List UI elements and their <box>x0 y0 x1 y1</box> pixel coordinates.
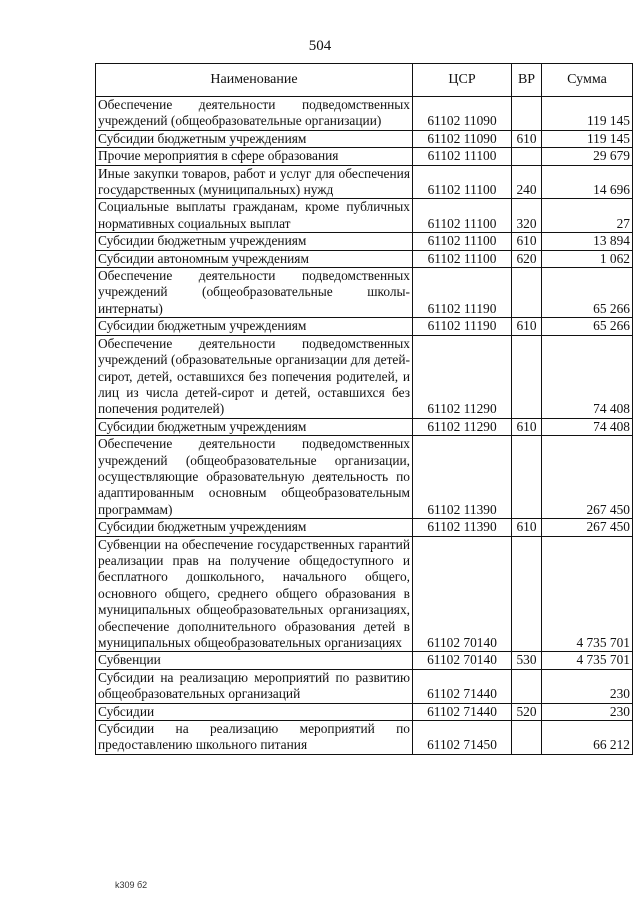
cell-csr: 61102 71450 <box>413 721 512 755</box>
cell-sum: 267 450 <box>542 436 633 519</box>
cell-name: Обеспечение деятельности подведомственных учреждений (общеобразовательные школы-интернаты) <box>96 268 413 318</box>
cell-vr <box>512 335 542 418</box>
header-csr: ЦСР <box>413 64 512 97</box>
footer-code: k309 б2 <box>115 880 148 890</box>
cell-vr: 240 <box>512 165 542 199</box>
table-row <box>96 519 633 536</box>
table-row <box>96 165 633 199</box>
cell-csr: 61102 11290 <box>413 418 512 435</box>
cell-vr: 320 <box>512 199 542 233</box>
cell-name: Социальные выплаты гражданам, кроме публичных нормативных социальных выплат <box>96 199 413 233</box>
header-vr: ВР <box>512 64 542 97</box>
cell-csr: 61102 11100 <box>413 165 512 199</box>
cell-sum: 230 <box>542 669 633 703</box>
cell-sum: 230 <box>542 703 633 720</box>
table-row <box>96 148 633 165</box>
cell-sum: 119 145 <box>542 130 633 147</box>
cell-vr: 610 <box>512 519 542 536</box>
table-row <box>96 130 633 147</box>
cell-name: Субсидии бюджетным учреждениям <box>96 418 413 435</box>
cell-csr: 61102 11390 <box>413 519 512 536</box>
cell-vr: 530 <box>512 652 542 669</box>
cell-csr: 61102 70140 <box>413 536 512 652</box>
cell-vr <box>512 536 542 652</box>
cell-csr: 61102 71440 <box>413 669 512 703</box>
cell-sum: 267 450 <box>542 519 633 536</box>
cell-name: Субсидии автономным учреждениям <box>96 250 413 267</box>
table-row <box>96 436 633 519</box>
cell-sum: 119 145 <box>542 97 633 131</box>
cell-vr <box>512 97 542 131</box>
cell-name: Обеспечение деятельности подведомственных учреждений (общеобразовательные организации) <box>96 97 413 131</box>
table-row <box>96 652 633 669</box>
cell-name: Субсидии бюджетным учреждениям <box>96 233 413 250</box>
cell-sum: 4 735 701 <box>542 652 633 669</box>
cell-csr: 61102 11090 <box>413 97 512 131</box>
cell-sum: 29 679 <box>542 148 633 165</box>
cell-name: Субвенции <box>96 652 413 669</box>
cell-sum: 65 266 <box>542 268 633 318</box>
table-row <box>96 418 633 435</box>
cell-sum: 27 <box>542 199 633 233</box>
cell-name: Субсидии бюджетным учреждениям <box>96 318 413 335</box>
cell-vr: 610 <box>512 418 542 435</box>
table-row <box>96 318 633 335</box>
cell-sum: 66 212 <box>542 721 633 755</box>
cell-vr <box>512 436 542 519</box>
cell-sum: 65 266 <box>542 318 633 335</box>
cell-vr: 610 <box>512 318 542 335</box>
cell-vr: 610 <box>512 233 542 250</box>
cell-csr: 61102 70140 <box>413 652 512 669</box>
cell-vr: 620 <box>512 250 542 267</box>
cell-vr <box>512 268 542 318</box>
cell-name: Субсидии на реализацию мероприятий по развитию общеобразовательных организаций <box>96 669 413 703</box>
cell-csr: 61102 11100 <box>413 148 512 165</box>
table-row <box>96 721 633 755</box>
cell-name: Субсидии бюджетным учреждениям <box>96 519 413 536</box>
page-number: 504 <box>308 38 332 54</box>
header-name: Наименование <box>96 64 413 97</box>
table-row <box>96 536 633 652</box>
cell-csr: 61102 11390 <box>413 436 512 519</box>
cell-vr <box>512 669 542 703</box>
cell-csr: 61102 11290 <box>413 335 512 418</box>
cell-name: Субвенции на обеспечение государственных гарантий реализации прав на получение общедоступного и бесплатного дошкольного, начального общего, основного общего, среднего общего образования в муниципальных общеобразовательных организациях, обеспечение дополнительного образования детей в муниципальных общеобразовательных организациях <box>96 536 413 652</box>
table-row <box>96 335 633 418</box>
table-row <box>96 97 633 131</box>
table-row <box>96 669 633 703</box>
cell-name: Обеспечение деятельности подведомственных учреждений (общеобразовательные организации, осуществляющие образовательную деятельность по адаптированным основным общеобразовательным программам) <box>96 436 413 519</box>
cell-csr: 61102 11100 <box>413 233 512 250</box>
table-header-row <box>96 64 633 97</box>
cell-vr: 610 <box>512 130 542 147</box>
cell-vr <box>512 721 542 755</box>
cell-sum: 74 408 <box>542 335 633 418</box>
table-row <box>96 199 633 233</box>
cell-csr: 61102 11090 <box>413 130 512 147</box>
table-row <box>96 268 633 318</box>
cell-name: Субсидии <box>96 703 413 720</box>
cell-name: Прочие мероприятия в сфере образования <box>96 148 413 165</box>
table-body <box>96 97 633 755</box>
cell-vr <box>512 148 542 165</box>
cell-sum: 13 894 <box>542 233 633 250</box>
table-row <box>96 250 633 267</box>
cell-csr: 61102 11190 <box>413 318 512 335</box>
cell-csr: 61102 11100 <box>413 199 512 233</box>
cell-name: Иные закупки товаров, работ и услуг для обеспечения государственных (муниципальных) нужд <box>96 165 413 199</box>
cell-vr: 520 <box>512 703 542 720</box>
cell-name: Субсидии бюджетным учреждениям <box>96 130 413 147</box>
cell-sum: 4 735 701 <box>542 536 633 652</box>
table-row <box>96 703 633 720</box>
cell-csr: 61102 71440 <box>413 703 512 720</box>
cell-csr: 61102 11190 <box>413 268 512 318</box>
cell-name: Обеспечение деятельности подведомственных учреждений (образовательные организации для детей-сирот, детей, оставшихся без попечения родителей, и лиц из числа детей-сирот и детей, оставшихся без попечения родителей) <box>96 335 413 418</box>
cell-sum: 1 062 <box>542 250 633 267</box>
cell-csr: 61102 11100 <box>413 250 512 267</box>
cell-name: Субсидии на реализацию мероприятий по предоставлению школьного питания <box>96 721 413 755</box>
cell-sum: 74 408 <box>542 418 633 435</box>
table-row <box>96 233 633 250</box>
cell-sum: 14 696 <box>542 165 633 199</box>
header-sum: Сумма <box>542 64 633 97</box>
budget-table <box>95 63 633 755</box>
